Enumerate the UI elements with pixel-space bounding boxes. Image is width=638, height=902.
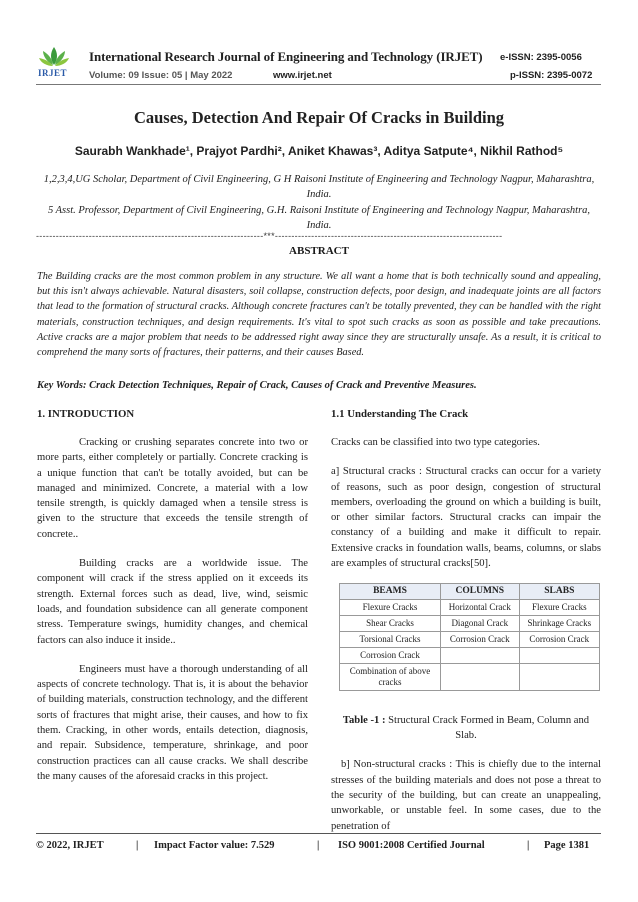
header-divider	[36, 84, 601, 85]
table-cell	[519, 664, 599, 691]
structural-crack-table	[339, 583, 600, 691]
non-structural-cracks-paragraph: b] Non-structural cracks : This is chiefly due to the internal stresses of the building materials and does not pose a threat to the security of the building, but can create an unappealing, unworkable, or unstable feel. In some cases, due to the penetration of	[331, 759, 601, 832]
footer-separator: |	[317, 840, 320, 851]
keywords: Key Words: Crack Detection Techniques, Repair of Crack, Causes of Crack and Preventive Measures.	[37, 380, 477, 391]
volume-info: Volume: 09 Issue: 05 | May 2022	[89, 70, 233, 81]
footer-separator: |	[527, 840, 530, 851]
table-header-cell: BEAMS	[340, 584, 441, 600]
table-header-row	[340, 584, 600, 600]
footer-copyright: © 2022, IRJET	[36, 840, 104, 851]
table-caption	[331, 713, 601, 743]
p-issn: p-ISSN: 2395-0072	[510, 70, 593, 81]
footer-iso: ISO 9001:2008 Certified Journal	[338, 840, 485, 851]
table-cell: Shear Cracks	[340, 616, 441, 632]
separator-line: ---------------------------------------------------------------------***---------------------------------------------------------------------	[36, 231, 503, 241]
table-header-cell: COLUMNS	[441, 584, 520, 600]
paper-title: Causes, Detection And Repair Of Cracks in Building	[133, 108, 505, 127]
table-cell: Diagonal Crack	[441, 616, 520, 632]
footer-page-number: Page 1381	[544, 840, 590, 851]
table-cell: Corrosion Crack	[441, 632, 520, 648]
intro-paragraph-1: Cracking or crushing separates concrete into two or more parts, either completely or partially. Concrete cracking is a unique function that can't be totally avoided, but can be managed and minimized. Concrete, a material with a low tensile strength, is quickly damaged when a tensile stress is given to the structure that exceeds the tensile strength of concrete..	[37, 437, 308, 540]
journal-header	[0, 0, 638, 96]
table-caption-label: Table -1 :	[342, 715, 386, 727]
footer-separator: |	[136, 840, 139, 851]
table-row	[340, 664, 600, 691]
table-cell: Flexure Cracks	[519, 600, 599, 616]
abstract-heading: ABSTRACT	[289, 245, 349, 257]
crack-classification-intro: Cracks can be classified into two type categories.	[331, 437, 540, 448]
intro-paragraph-2: Building cracks are a worldwide issue. The component will crack if the stress applied on it exceeds its strength. External forces such as dead, live, wind, seismic loads, and foundation subsidence can all generate component stress. Temperature swings, humidity changes, and chemical factors can also induce it inside..	[37, 558, 308, 646]
structural-cracks-paragraph: a] Structural cracks : Structural cracks can occur for a variety of reasons, such as poor design, congestion of structural members, overloading the ground on which a building is built, or other similar factors. Structural cracks can impair the constancy of a building and make it difficult to repair. Extensive cracks in foundation walls, beams, columns, or slabs are examples of structural cracks[50].	[331, 466, 601, 570]
footer-divider	[36, 833, 601, 834]
affiliation-2: 5 Asst. Professor, Department of Civil Engineering, G.H. Raisoni Institute of Engineering and Technology Nagpur, Maharashtra, India.	[47, 205, 591, 231]
logo-text: IRJET	[38, 68, 68, 78]
table-row	[340, 600, 600, 616]
table-cell: Combination of above cracks	[340, 664, 441, 691]
table-cell	[441, 648, 520, 664]
table-cell: Flexure Cracks	[340, 600, 441, 616]
affiliation-1: 1,2,3,4,UG Scholar, Department of Civil Engineering, G H Raisoni Institute of Engineering and Technology Nagpur, Maharashtra, India.	[43, 174, 595, 200]
table-cell	[441, 664, 520, 691]
table-cell: Torsional Cracks	[340, 632, 441, 648]
footer-impact-factor: Impact Factor value: 7.529	[154, 840, 275, 851]
table-row	[340, 632, 600, 648]
table-cell: Corrosion Crack	[340, 648, 441, 664]
section-heading-understanding: 1.1 Understanding The Crack	[331, 408, 469, 420]
table-cell: Shrinkage Cracks	[519, 616, 599, 632]
journal-title: International Research Journal of Engineering and Technology (IRJET)	[89, 49, 483, 64]
section-heading-introduction: 1. INTRODUCTION	[37, 408, 135, 420]
left-column	[37, 407, 308, 784]
table-cell	[519, 648, 599, 664]
irjet-logo	[36, 44, 72, 80]
table-row	[340, 616, 600, 632]
table-header-cell: SLABS	[519, 584, 599, 600]
e-issn: e-ISSN: 2395-0056	[500, 52, 582, 63]
journal-website-link[interactable]: www.irjet.net	[273, 70, 332, 81]
intro-paragraph-3: Engineers must have a thorough understanding of all aspects of concrete technology. That is, it is about the behavior of building materials, construction technology, and the different sorts of fractures that might arise, their causes, and how to fix them. Cracking, in other words, entails detection, diagnosis, and repair. Subsidence, temperature, shrinkage, and poor construction practices can all cause cracks. We shall describe the many causes of the aforesaid cracks in this project.	[37, 663, 308, 782]
table-row	[340, 648, 600, 664]
right-column	[331, 407, 601, 834]
table-cell: Corrosion Crack	[519, 632, 599, 648]
author-list: Saurabh Wankhade¹, Prajyot Pardhi², Aniket Khawas³, Aditya Satpute⁴, Nikhil Rathod⁵	[74, 144, 564, 158]
table-caption-text: Structural Crack Formed in Beam, Column and Slab.	[385, 715, 590, 742]
table-cell: Horizontal Crack	[441, 600, 520, 616]
abstract-body: The Building cracks are the most common problem in any structure. We all want a home that is both technically sound and appealing, but this isn't always achievable. Natural disasters, soil collapse, construction defects, poor design, and inadequate joints are all factors that lead to the formation of structural cracks. Although concrete fractures can't be totally prevented, they can be handled with the right materials, construction techniques, and design requirements. It's vital to spot such cracks as soon as possible and take precautions. Active cracks are a major problem that needs to be addressed right away since they are structurally unsafe. As a result, it is critical to comprehend the many sorts of fractures, their patterns, and their causes Based.	[37, 271, 601, 359]
